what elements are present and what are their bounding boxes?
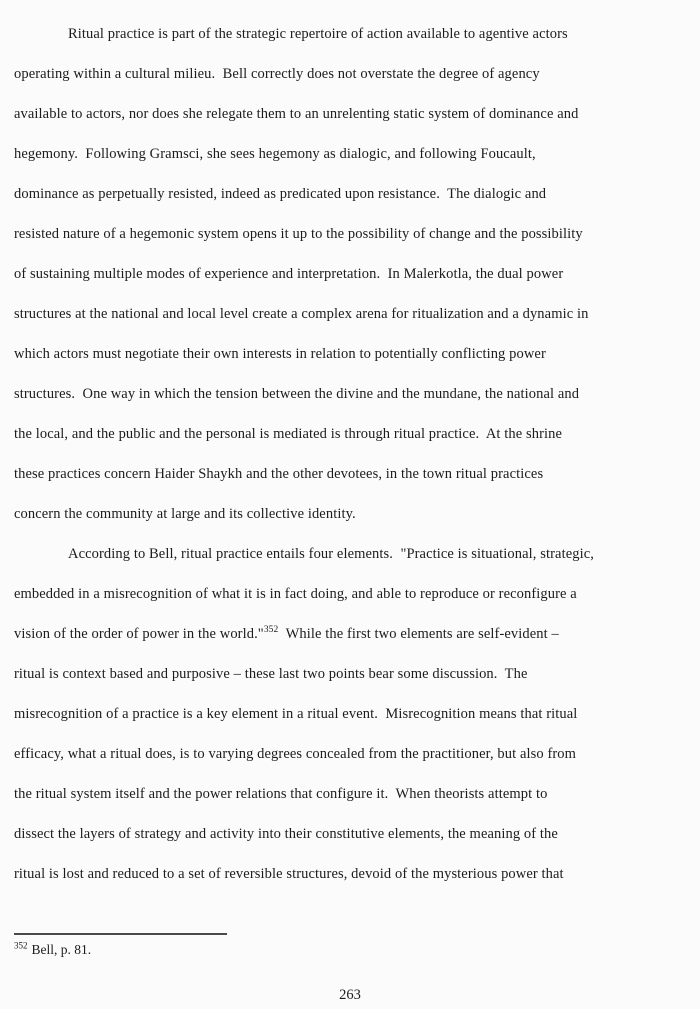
footnote-separator <box>14 933 227 935</box>
text-line: concern the community at large and its collective identity. <box>14 506 356 522</box>
text-line: misrecognition of a practice is a key element in a ritual event. Misrecognition means that ritual <box>14 706 578 722</box>
text-line: resisted nature of a hegemonic system opens it up to the possibility of change and the possibility <box>14 226 583 242</box>
text-line: the local, and the public and the personal is mediated is through ritual practice. At the shrine <box>14 426 563 442</box>
text-line: ritual is context based and purposive – these last two points bear some discussion. The <box>14 666 528 682</box>
text-line: hegemony. Following Gramsci, she sees hegemony as dialogic, and following Foucault, <box>14 146 536 162</box>
footnote-reference: 352 <box>263 625 279 636</box>
text-segment: While the first two elements are self-evident – <box>278 626 559 642</box>
text-line: According to Bell, ritual practice entails four elements. "Practice is situational, strategic, <box>68 546 594 562</box>
text-line: efficacy, what a ritual does, is to varying degrees concealed from the practitioner, but also from <box>14 746 577 762</box>
text-line: which actors must negotiate their own interests in relation to potentially conflicting power <box>14 346 546 362</box>
footnote-marker: 352 <box>14 940 28 951</box>
page-number: 263 <box>339 987 361 1003</box>
text-line: dominance as perpetually resisted, indeed as predicated upon resistance. The dialogic and <box>14 186 547 202</box>
text-segment: vision of the order of power in the world." <box>14 626 264 642</box>
body-text <box>14 14 690 894</box>
text-line: available to actors, nor does she relegate them to an unrelenting static system of dominance and <box>14 106 579 122</box>
text-line: embedded in a misrecognition of what it is in fact doing, and able to reproduce or reconfigure a <box>14 586 577 602</box>
footnote-text: Bell, p. 81. <box>31 942 92 957</box>
footnote <box>14 941 91 959</box>
text-line: Ritual practice is part of the strategic repertoire of action available to agentive actors <box>68 26 568 42</box>
text-line: the ritual system itself and the power relations that configure it. When theorists attempt to <box>14 786 548 802</box>
text-line: dissect the layers of strategy and activity into their constitutive elements, the meaning of the <box>14 826 558 842</box>
text-line: structures at the national and local level create a complex arena for ritualization and a dynamic in <box>14 306 589 322</box>
text-line-with-footnote-ref <box>14 614 690 654</box>
text-line: ritual is lost and reduced to a set of reversible structures, devoid of the mysterious power that <box>14 866 564 882</box>
text-line: of sustaining multiple modes of experience and interpretation. In Malerkotla, the dual power <box>14 266 564 282</box>
text-line: structures. One way in which the tension between the divine and the mundane, the national and <box>14 386 580 402</box>
text-line: operating within a cultural milieu. Bell correctly does not overstate the degree of agency <box>14 66 540 82</box>
text-line: these practices concern Haider Shaykh and the other devotees, in the town ritual practices <box>14 466 544 482</box>
